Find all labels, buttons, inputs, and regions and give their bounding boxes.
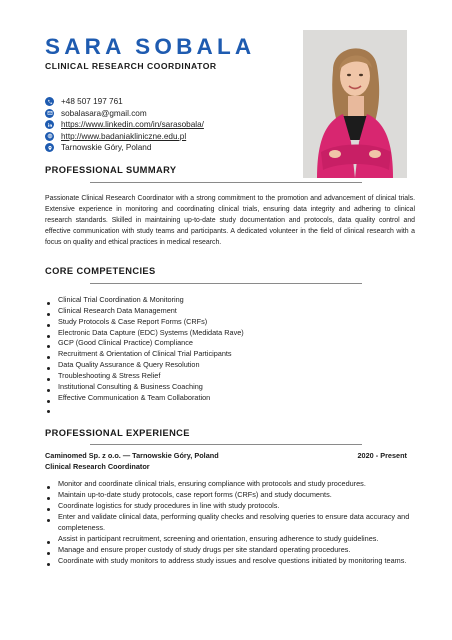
job-dates: 2020 - Present (357, 451, 407, 460)
contact-phone (45, 96, 204, 108)
contact-email-text: sobalasara@gmail.com (61, 108, 147, 118)
globe-icon (45, 132, 54, 141)
phone-icon (45, 97, 54, 106)
list-item: Assist in participant recruitment, screening and orientation, ensuring adherence to study guidelines. (45, 534, 415, 545)
job-role: Clinical Research Coordinator (45, 461, 150, 471)
list-item: Maintain up-to-date study protocols, case report forms (CRFs) and study documents. (45, 490, 415, 501)
list-item: Electronic Data Capture (EDC) Systems (Medidata Rave) (45, 328, 345, 339)
contact-location-text: Tarnowskie Góry, Poland (61, 143, 152, 153)
contact-linkedin (45, 119, 204, 131)
experience-divider (90, 444, 362, 445)
list-item: Clinical Trial Coordination & Monitoring (45, 295, 345, 306)
summary-text: Passionate Clinical Research Coordinator with a strong commitment to the promotion and advancement of clinical trials. Extensive experience in monitoring and coordinating clinical trials, ensuring data integrity and adhering to clinical research standards. Skilled in maintaining up-to-date study documentation and protocols, data quality control and effective communication with study teams and participants. A dedicated volunteer in the field of clinical research with a focus on quality and ethical practices in medical research. (45, 195, 415, 247)
contact-phone-text: +48 507 197 761 (61, 97, 123, 107)
email-icon (45, 109, 54, 118)
contact-list (45, 96, 204, 154)
list-item: Study Protocols & Case Report Forms (CRFs) (45, 317, 345, 328)
candidate-name: SARA SOBALA (45, 34, 256, 59)
experience-heading: PROFESSIONAL EXPERIENCE (45, 428, 190, 438)
contact-website (45, 131, 204, 143)
competencies-divider (90, 283, 362, 284)
job-company: Caminomed Sp. z o.o. — Tarnowskie Góry, Poland (45, 451, 219, 460)
list-item: Coordinate logistics for study procedures in line with study protocols. (45, 501, 415, 512)
contact-location (45, 142, 204, 154)
list-item: Coordinate with study monitors to address study issues and resolve questions initiated by monitoring teams. (45, 556, 415, 567)
list-item: Institutional Consulting & Business Coaching (45, 382, 345, 393)
list-item: Manage and ensure proper custody of study drugs per site standard operating procedures. (45, 545, 415, 556)
contact-email (45, 108, 204, 120)
list-item: Data Quality Assurance & Query Resolution (45, 360, 345, 371)
profile-photo (303, 30, 407, 178)
list-item (45, 403, 345, 414)
competencies-heading: CORE COMPETENCIES (45, 266, 156, 276)
list-item: Enter and validate clinical data, performing quality checks and resolving queries to ensure data accuracy and completeness. (45, 512, 415, 533)
summary-heading: PROFESSIONAL SUMMARY (45, 165, 177, 175)
linkedin-icon (45, 120, 54, 129)
job-duties-list (45, 479, 415, 567)
job-title: CLINICAL RESEARCH COORDINATOR (45, 61, 217, 71)
location-pin-icon (45, 143, 54, 152)
website-link[interactable]: http://www.badaniakliniczne.edu.pl (61, 131, 187, 141)
list-item: Recruitment & Orientation of Clinical Trial Participants (45, 349, 345, 360)
job-header (45, 451, 219, 472)
list-item: Troubleshooting & Stress Relief (45, 371, 345, 382)
list-item: Clinical Research Data Management (45, 306, 345, 317)
list-item: Effective Communication & Team Collaboration (45, 393, 345, 404)
linkedin-link[interactable]: https://www.linkedin.com/in/sarasobala/ (61, 120, 204, 130)
competencies-list (45, 295, 345, 414)
list-item: GCP (Good Clinical Practice) Compliance (45, 338, 345, 349)
summary-divider (90, 182, 362, 183)
list-item: Monitor and coordinate clinical trials, ensuring compliance with protocols and study procedures. (45, 479, 415, 490)
